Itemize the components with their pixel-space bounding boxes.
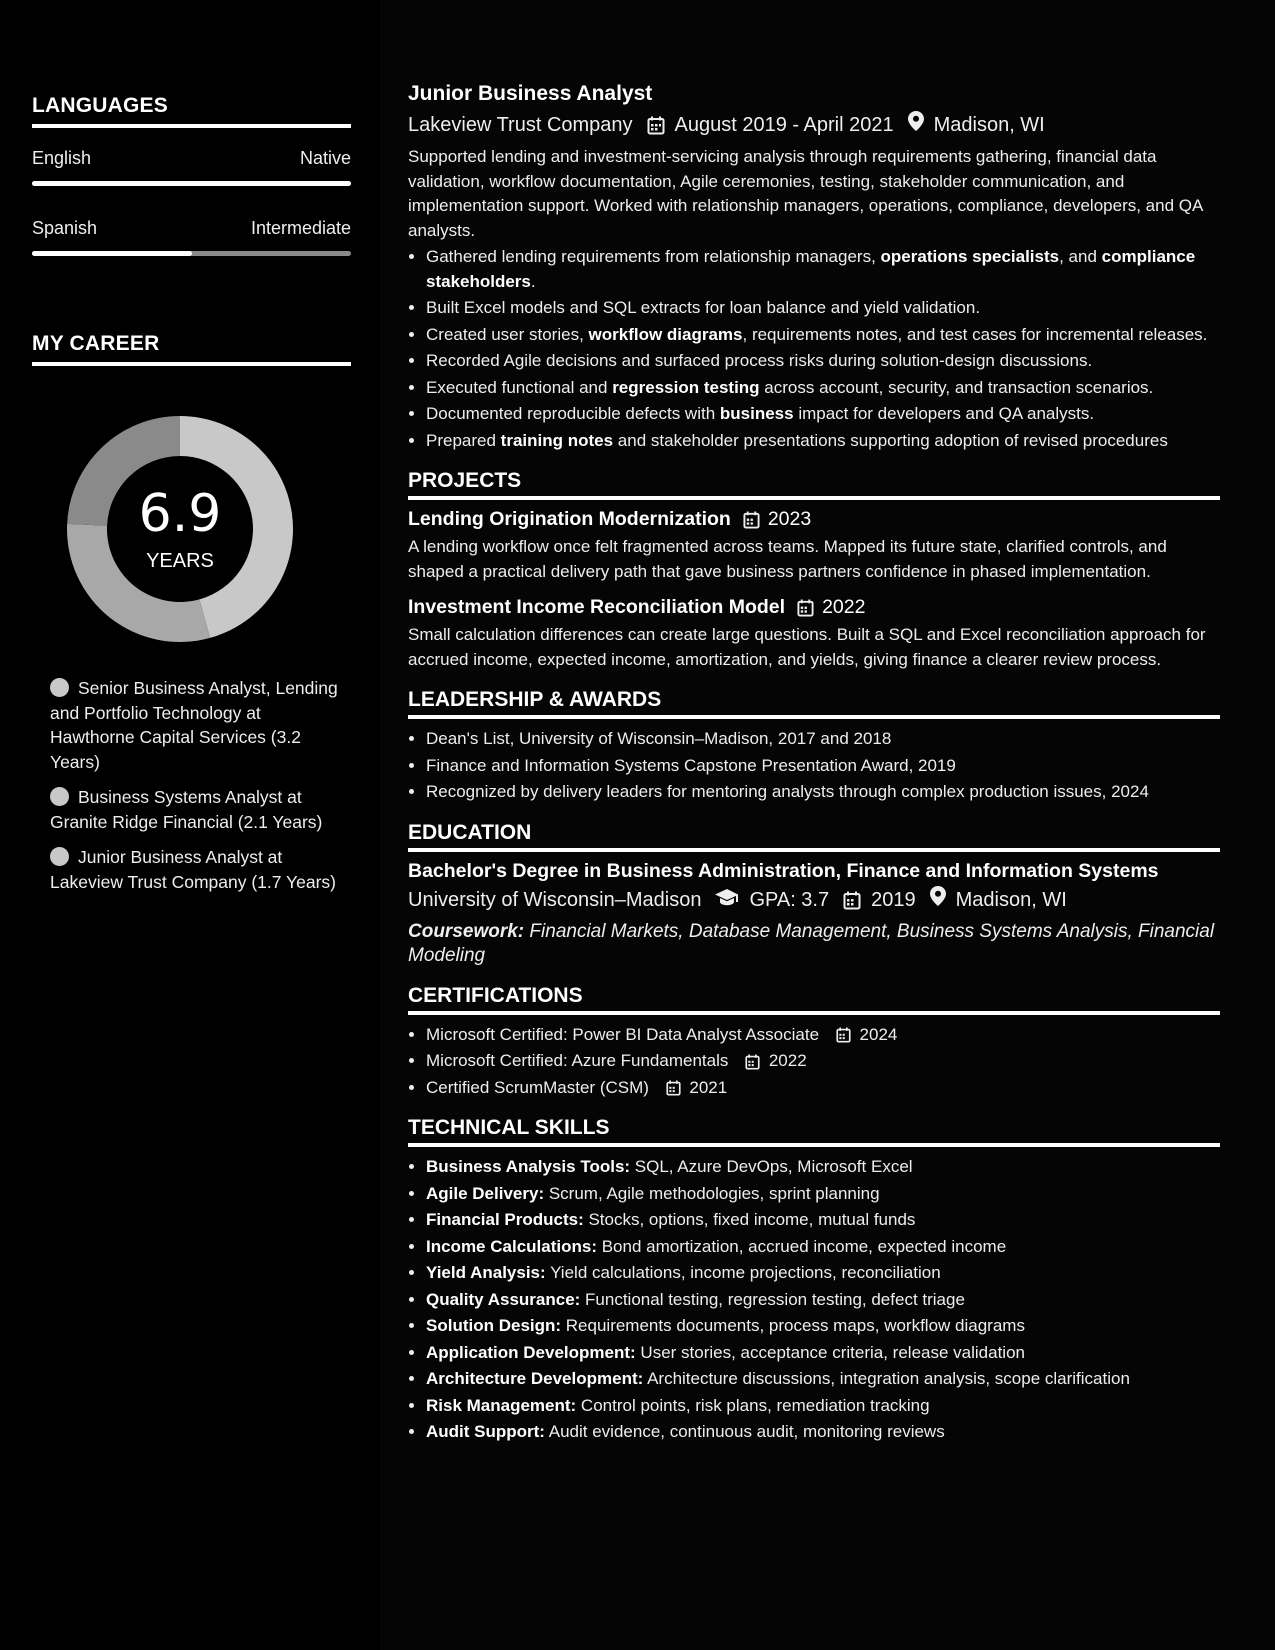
language-bar — [32, 251, 351, 256]
job-bullet: • Documented reproducible defects with business impact for developers and QA analysts. — [426, 402, 1220, 427]
bullet-dot-icon — [50, 847, 69, 866]
job-company: Lakeview Trust Company — [408, 114, 633, 136]
languages-heading: LANGUAGES — [32, 94, 351, 128]
career-item-text: Junior Business Analyst at Lakeview Trust Company (1.7 Years) — [50, 847, 336, 892]
education-heading: EDUCATION — [408, 821, 1220, 852]
skill-label: Application Development: — [426, 1342, 636, 1362]
career-list — [50, 676, 340, 905]
career-item — [50, 845, 340, 894]
leadership-heading: LEADERSHIP & AWARDS — [408, 688, 1220, 719]
calendar-icon — [743, 508, 760, 531]
skill-label: Business Analysis Tools: — [426, 1157, 631, 1176]
certification-name: Certified ScrumMaster (CSM) — [426, 1077, 649, 1097]
skill-item — [426, 1314, 1220, 1339]
job-bullet: • Prepared training notes and stakeholder presentations supporting adoption of revised procedures — [426, 429, 1220, 454]
calendar-icon — [797, 596, 814, 619]
certification-item — [426, 1023, 1220, 1048]
skill-label: Architecture Development: — [426, 1369, 644, 1388]
job-bullet: • Recorded Agile decisions and surfaced process risks during solution-design discussions. — [426, 349, 1220, 374]
languages-section — [32, 94, 351, 366]
career-item — [50, 785, 340, 834]
school-location: Madison, WI — [955, 888, 1067, 911]
skills-heading: TECHNICAL SKILLS — [408, 1116, 1220, 1147]
skill-item — [426, 1182, 1220, 1207]
coursework-label: Coursework: — [408, 920, 525, 942]
language-bar — [32, 181, 351, 186]
skill-label: Risk Management: — [426, 1395, 577, 1415]
skill-label: Solution Design: — [426, 1316, 562, 1335]
calendar-icon — [647, 111, 665, 139]
certification-year: 2021 — [689, 1077, 728, 1097]
skill-label: Quality Assurance: — [426, 1289, 581, 1309]
skill-label: Income Calculations: — [426, 1236, 597, 1256]
certification-year: 2022 — [768, 1051, 807, 1070]
project-description: Small calculation differences can create large questions. Built a SQL and Excel reconciliation approach for accrued income, expected income, amortization, and yields, giving finance a clearer review process. — [408, 625, 1206, 669]
skill-item — [426, 1288, 1220, 1313]
leadership-item: • Dean's List, University of Wisconsin–Madison, 2017 and 2018 — [426, 727, 1220, 752]
language-bar-fill — [32, 251, 192, 256]
coursework — [408, 920, 1220, 968]
leadership-item: • Recognized by delivery leaders for mentoring analysts through complex production issues, 2024 — [426, 780, 1220, 805]
skill-text: SQL, Azure DevOps, Microsoft Excel — [630, 1157, 913, 1176]
degree-title: Bachelor's Degree in Business Administration, Finance and Information Systems — [408, 859, 1159, 882]
project-name: Investment Income Reconciliation Model — [408, 596, 786, 618]
job-bullet: • Gathered lending requirements from relationship managers, operations specialists, and compliance stakeholders. — [426, 245, 1220, 294]
main-content — [380, 0, 1275, 1650]
graduation-year: 2019 — [871, 888, 916, 911]
language-row — [32, 148, 351, 169]
skill-item — [426, 1235, 1220, 1260]
certifications-list — [408, 1023, 1220, 1101]
skill-item — [426, 1155, 1220, 1180]
certification-year: 2024 — [859, 1024, 898, 1044]
certification-item — [426, 1049, 1220, 1074]
project-name: Lending Origination Modernization — [408, 508, 731, 530]
skill-item — [426, 1367, 1220, 1392]
career-item — [50, 676, 340, 774]
coursework-list: Financial Markets, Database Management, Business Systems Analysis, Financial Modeling — [408, 920, 1215, 966]
skill-item — [426, 1341, 1220, 1366]
language-level: Intermediate — [250, 218, 351, 238]
project-year: 2023 — [767, 508, 812, 530]
skill-label: Audit Support: — [426, 1422, 545, 1441]
bullet-dot-icon — [50, 678, 69, 697]
job-dates: August 2019 - April 2021 — [674, 114, 894, 136]
projects-heading: PROJECTS — [408, 469, 1220, 500]
skill-text: Functional testing, regression testing, defect triage — [580, 1289, 965, 1309]
skill-label: Financial Products: — [426, 1210, 584, 1229]
leadership-list — [408, 727, 1220, 805]
language-bar-fill — [32, 181, 351, 186]
language-row — [32, 218, 351, 239]
project-year: 2022 — [822, 596, 866, 618]
certifications-heading: CERTIFICATIONS — [408, 984, 1220, 1015]
skills-list — [408, 1155, 1220, 1445]
project-description: A lending workflow once felt fragmented across teams. Mapped its future state, clarified controls, and shaped a practical delivery path that gave business partners confidence in phased implementation. — [408, 537, 1167, 581]
job-location: Madison, WI — [933, 114, 1045, 136]
calendar-icon — [843, 886, 861, 914]
bullet-dot-icon — [50, 787, 69, 806]
skill-label: Yield Analysis: — [426, 1263, 546, 1282]
skill-text: Stocks, options, fixed income, mutual funds — [583, 1210, 916, 1229]
language-name: Spanish — [32, 218, 98, 238]
certification-name: Microsoft Certified: Power BI Data Analyst Associate — [426, 1024, 820, 1044]
skill-text: Yield calculations, income projections, reconciliation — [545, 1263, 941, 1282]
language-name: English — [32, 148, 92, 168]
skill-item — [426, 1261, 1220, 1286]
project-title — [408, 596, 1220, 619]
language-level: Native — [299, 148, 351, 168]
career-item-text: Business Systems Analyst at Granite Ridge Financial (2.1 Years) — [50, 787, 323, 832]
career-donut-chart — [65, 414, 295, 644]
skill-text: Bond amortization, accrued income, expected income — [596, 1236, 1007, 1256]
job-meta — [408, 111, 1220, 139]
certification-name: Microsoft Certified: Azure Fundamentals — [426, 1051, 729, 1070]
calendar-icon — [836, 1025, 851, 1044]
job-bullets — [408, 245, 1220, 453]
school-name: University of Wisconsin–Madison — [408, 888, 702, 911]
skill-text: Scrum, Agile methodologies, sprint planning — [544, 1183, 880, 1203]
career-item-text: Senior Business Analyst, Lending and Portfolio Technology at Hawthorne Capital Services (3.2 Years) — [50, 678, 338, 772]
skill-label: Agile Delivery: — [426, 1183, 545, 1203]
certification-item — [426, 1076, 1220, 1101]
sidebar — [0, 0, 380, 1650]
gpa: GPA: 3.7 — [749, 888, 830, 911]
job-bullet: • Built Excel models and SQL extracts for loan balance and yield validation. — [426, 296, 1220, 321]
skill-item — [426, 1394, 1220, 1419]
calendar-icon — [666, 1078, 681, 1097]
skill-text: Requirements documents, process maps, workflow diagrams — [561, 1316, 1025, 1335]
career-total-years: 6.9 — [138, 484, 222, 544]
job-title: Junior Business Analyst — [408, 82, 653, 105]
education-meta — [408, 886, 1220, 914]
career-total-unit: YEARS — [146, 550, 214, 572]
project-title — [408, 508, 1220, 531]
job-bullet: • Created user stories, workflow diagrams, requirements notes, and test cases for incremental releases. — [426, 323, 1220, 348]
graduation-cap-icon — [715, 886, 739, 914]
calendar-icon — [745, 1051, 760, 1070]
career-heading: MY CAREER — [32, 332, 351, 366]
leadership-item: • Finance and Information Systems Capstone Presentation Award, 2019 — [426, 754, 1220, 779]
location-pin-icon — [930, 886, 946, 914]
skill-text: Architecture discussions, integration analysis, scope clarification — [643, 1369, 1130, 1388]
skill-text: User stories, acceptance criteria, release validation — [635, 1342, 1025, 1362]
skill-item — [426, 1208, 1220, 1233]
location-pin-icon — [908, 111, 924, 139]
job-bullet: • Executed functional and regression testing across account, security, and transaction scenarios. — [426, 376, 1220, 401]
job-summary: Supported lending and investment-servicing analysis through requirements gathering, financial data validation, workflow documentation, Agile ceremonies, testing, stakeholder communication, and implementation support. Worked with relationship managers, operations, compliance, developers, and QA analysts. — [408, 147, 1203, 240]
skill-text: Audit evidence, continuous audit, monitoring reviews — [544, 1422, 945, 1441]
skill-item — [426, 1420, 1220, 1445]
skill-text: Control points, risk plans, remediation tracking — [576, 1395, 930, 1415]
